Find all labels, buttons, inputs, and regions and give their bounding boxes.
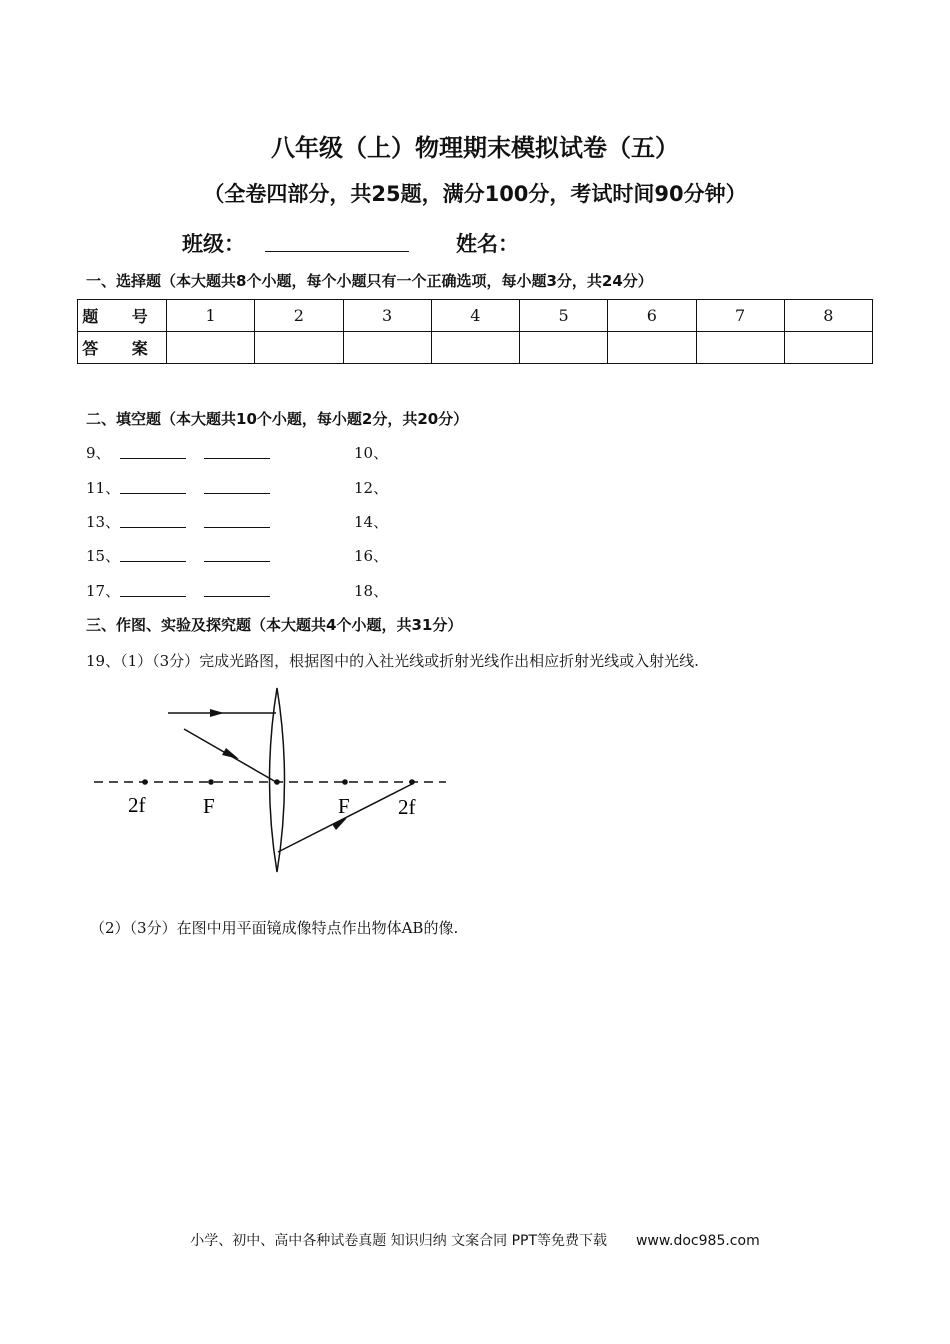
question-19-part1: 19、（1）（3分）完成光路图，根据图中的入社光线或折射光线作出相应折射光线或入射光线. <box>86 652 699 670</box>
answer-cell[interactable] <box>431 332 519 364</box>
answer-blank[interactable] <box>120 458 186 459</box>
class-field[interactable] <box>265 251 409 252</box>
label-right-f: F <box>338 794 350 818</box>
label-right-2f: 2f <box>398 795 416 819</box>
section1-heading: 一、选择题（本大题共8个小题，每个小题只有一个正确选项，每小题3分，共24分） <box>86 272 653 290</box>
answer-cell[interactable] <box>520 332 608 364</box>
ray-arrow <box>222 748 239 759</box>
table-row <box>78 332 873 364</box>
answer-blank[interactable] <box>120 596 186 597</box>
question-19-part2: （2）（3分）在图中用平面镜成像特点作出物体AB的像. <box>90 919 459 937</box>
answer-cell[interactable] <box>696 332 784 364</box>
question-number: 18、 <box>354 582 389 600</box>
question-number: 6 <box>608 300 696 332</box>
focal-point <box>208 779 214 785</box>
question-number: 11、 <box>86 479 121 497</box>
answer-blank[interactable] <box>120 527 186 528</box>
question-number: 5 <box>520 300 608 332</box>
lens-ray-diagram <box>0 680 950 880</box>
name-label: 姓名： <box>456 232 519 256</box>
question-number: 8 <box>784 300 872 332</box>
ray-arrow <box>332 818 347 830</box>
footer-text: 小学、初中、高中各种试卷真题 知识归纳 文案合同 PPT等免费下载 <box>190 1233 608 1249</box>
question-number: 9、 <box>86 444 111 462</box>
optical-center <box>274 779 280 785</box>
focal-point <box>409 779 415 785</box>
number-row-label: 题 号 <box>78 300 167 332</box>
question-number: 3 <box>343 300 431 332</box>
footer-link[interactable]: www.doc985.com <box>635 1233 760 1249</box>
answer-blank[interactable] <box>120 493 186 494</box>
answer-blank[interactable] <box>204 493 270 494</box>
question-number: 17、 <box>86 582 121 600</box>
question-number: 16、 <box>354 547 389 565</box>
footer <box>0 1230 950 1250</box>
question-number: 15、 <box>86 547 121 565</box>
answer-cell[interactable] <box>608 332 696 364</box>
question-number: 7 <box>696 300 784 332</box>
question-number: 13、 <box>86 513 121 531</box>
label-left-2f: 2f <box>128 793 146 817</box>
answer-cell[interactable] <box>343 332 431 364</box>
label-left-f: F <box>203 794 215 818</box>
ray-arrow <box>210 709 224 717</box>
answer-blank[interactable] <box>204 561 270 562</box>
answer-cell[interactable] <box>784 332 872 364</box>
answer-table <box>77 299 873 364</box>
exam-info: （全卷四部分，共25题，满分100分，考试时间90分钟） <box>203 182 747 206</box>
answer-row-label: 答 案 <box>78 332 167 364</box>
question-number: 10、 <box>354 444 389 462</box>
question-number: 2 <box>255 300 343 332</box>
focal-point <box>342 779 348 785</box>
focal-point <box>142 779 148 785</box>
answer-blank[interactable] <box>204 596 270 597</box>
page-title: 八年级（上）物理期末模拟试卷（五） <box>271 134 679 162</box>
answer-blank[interactable] <box>204 458 270 459</box>
answer-blank[interactable] <box>204 527 270 528</box>
answer-blank[interactable] <box>120 561 186 562</box>
question-number: 14、 <box>354 513 389 531</box>
table-row <box>78 300 873 332</box>
question-number: 1 <box>167 300 255 332</box>
question-number: 12、 <box>354 479 389 497</box>
section3-heading: 三、作图、实验及探究题（本大题共4个小题，共31分） <box>86 616 463 634</box>
answer-cell[interactable] <box>255 332 343 364</box>
class-label: 班级： <box>182 232 245 256</box>
answer-cell[interactable] <box>167 332 255 364</box>
section2-heading: 二、填空题（本大题共10个小题，每小题2分，共20分） <box>86 410 469 428</box>
question-number: 4 <box>431 300 519 332</box>
